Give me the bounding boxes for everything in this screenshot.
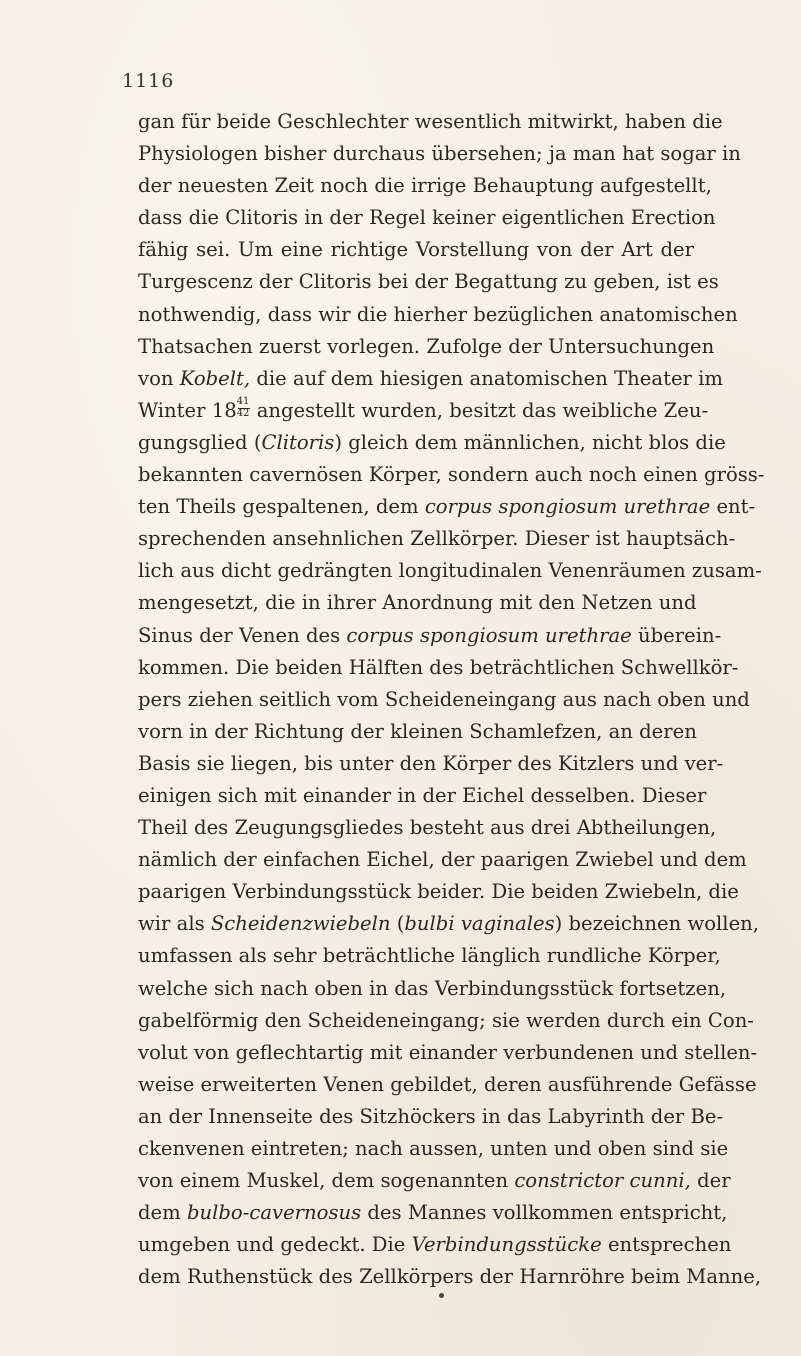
printer-mark xyxy=(439,1293,444,1298)
text-run: Turgescenz der Clitoris bei der Begattung zu geben, ist es xyxy=(138,270,719,294)
text-line xyxy=(138,1005,754,1037)
text-line xyxy=(138,1261,762,1293)
italic-term: constrictor cunni, xyxy=(514,1169,691,1193)
text-run: an der Innenseite des Sitzhöckers in das Labyrinth der Be- xyxy=(138,1104,724,1128)
text-line xyxy=(138,138,741,170)
text-run: kommen. Die beiden Hälften des beträchtlichen Schwellkör- xyxy=(138,655,739,679)
text-run: Winter 18 xyxy=(138,398,237,422)
text-run: paarigen Verbindungsstück beider. Die beiden Zwiebeln, die xyxy=(138,880,739,904)
italic-term: Kobelt, xyxy=(179,366,251,390)
text-line xyxy=(138,1037,758,1069)
text-run: umgeben und gedeckt. Die xyxy=(138,1233,412,1257)
text-run: einigen sich mit einander in der Eichel desselben. Dieser xyxy=(138,783,707,807)
text-run: ten Theils gespaltenen, dem xyxy=(138,495,425,519)
text-run: Basis sie liegen, bis unter den Körper des Kitzlers und ver- xyxy=(138,751,724,775)
italic-term: Verbindungsstücke xyxy=(411,1233,602,1257)
text-run: weise erweiterten Venen gebildet, deren ausführende Gefässe xyxy=(138,1072,757,1096)
text-run: ent- xyxy=(710,495,756,519)
text-line xyxy=(138,1229,732,1261)
text-line xyxy=(138,234,694,266)
text-line xyxy=(138,748,724,780)
text-run: nämlich der einfachen Eichel, der paarigen Zwiebel und dem xyxy=(138,848,747,872)
text-line xyxy=(138,523,736,555)
text-line xyxy=(138,844,747,876)
italic-term: corpus spongiosum urethrae xyxy=(424,495,711,519)
text-line xyxy=(138,363,723,395)
text-line xyxy=(138,587,697,619)
text-run: wir als xyxy=(138,912,211,936)
text-line xyxy=(138,684,750,716)
italic-term: corpus spongiosum urethrae xyxy=(346,623,632,647)
fraction-denominator: 42 xyxy=(236,407,250,419)
text-line xyxy=(138,1197,728,1229)
text-line xyxy=(138,1069,757,1101)
text-run: dem Ruthenstück des Zellkörpers der Harnröhre beim Manne, xyxy=(138,1265,762,1289)
text-line xyxy=(138,331,715,363)
text-run: ) gleich dem männlichen, nicht blos die xyxy=(334,430,726,454)
text-run: mengesetzt, die in ihrer Anordnung mit den Netzen und xyxy=(138,591,697,615)
text-run: bekannten cavernösen Körper, sondern auch noch einen gröss- xyxy=(138,463,765,487)
text-line xyxy=(138,780,707,812)
year-fraction xyxy=(236,395,251,419)
text-run: vorn in der Richtung der kleinen Schamlefzen, an deren xyxy=(138,719,697,743)
text-run: lich aus dicht gedrängten longitudinalen Venenräumen zusam- xyxy=(138,559,762,583)
italic-term: Clitoris xyxy=(261,430,335,454)
text-run: umfassen als sehr beträchtliche länglich rundliche Körper, xyxy=(138,944,721,968)
italic-term: Scheidenzwiebeln xyxy=(210,912,391,936)
text-line xyxy=(138,973,727,1005)
text-line xyxy=(138,299,738,331)
text-run: von einem Muskel, dem sogenannten xyxy=(138,1169,515,1193)
text-run: der neuesten Zeit noch die irrige Behauptung aufgestellt, xyxy=(138,174,712,198)
body-text xyxy=(138,106,765,1293)
text-line xyxy=(138,395,709,427)
text-run: Theil des Zeugungsgliedes besteht aus drei Abtheilungen, xyxy=(138,816,717,840)
text-line xyxy=(138,1165,731,1197)
italic-term: bulbo-cavernosus xyxy=(186,1201,362,1225)
text-run: gabelförmig den Scheideneingang; sie werden durch ein Con- xyxy=(138,1008,754,1032)
text-run: ( xyxy=(390,912,405,936)
text-line xyxy=(138,940,721,972)
text-line xyxy=(138,555,762,587)
text-line xyxy=(138,1133,729,1165)
text-run: angestellt wurden, besitzt das weibliche Zeu- xyxy=(256,398,709,422)
text-run: der xyxy=(690,1169,731,1193)
text-run: pers ziehen seitlich vom Scheideneingang aus nach oben und xyxy=(138,687,750,711)
text-run: sprechenden ansehnlichen Zellkörper. Dieser ist hauptsäch- xyxy=(138,527,736,551)
fraction-numerator: 41 xyxy=(236,395,250,407)
text-run: ) bezeichnen wollen, xyxy=(554,912,760,936)
text-run: gan für beide Geschlechter wesentlich mitwirkt, haben die xyxy=(138,110,723,133)
text-run: von xyxy=(138,366,180,390)
text-run: Thatsachen zuerst vorlegen. Zufolge der Untersuchungen xyxy=(138,334,715,358)
text-line xyxy=(138,202,716,234)
text-run: Physiologen bisher durchaus übersehen; ja man hat sogar in xyxy=(138,142,741,166)
text-line xyxy=(138,170,712,202)
text-line xyxy=(138,427,726,459)
text-line xyxy=(138,908,760,940)
text-line xyxy=(138,812,717,844)
italic-term: bulbi vaginales xyxy=(404,912,555,936)
text-line xyxy=(138,716,697,748)
text-line xyxy=(138,876,739,908)
text-run: Sinus der Venen des xyxy=(138,623,347,647)
text-run: dem xyxy=(138,1201,187,1225)
text-line xyxy=(138,620,722,652)
text-run: fähig sei. Um eine richtige Vorstellung von der Art der xyxy=(138,238,694,262)
text-run: gungsglied ( xyxy=(138,430,262,454)
text-run: welche sich nach oben in das Verbindungsstück fortsetzen, xyxy=(138,976,727,1000)
text-run: entsprechen xyxy=(601,1233,732,1257)
text-run: dass die Clitoris in der Regel keiner eigentlichen Erection xyxy=(138,206,716,230)
text-run: nothwendig, dass wir die hierher bezüglichen anatomischen xyxy=(138,302,738,326)
text-run: ckenvenen eintreten; nach aussen, unten und oben sind sie xyxy=(138,1137,729,1160)
text-line xyxy=(138,266,719,298)
page-number: 1116 xyxy=(122,70,175,92)
text-run: volut von geflechtartig mit einander verbundenen und stellen- xyxy=(138,1040,758,1064)
text-line xyxy=(138,1101,724,1133)
text-run: des Mannes vollkommen entspricht, xyxy=(361,1201,728,1225)
text-run: die auf dem hiesigen anatomischen Theater im xyxy=(250,366,723,390)
text-run: überein- xyxy=(631,623,722,647)
text-line xyxy=(138,106,723,138)
text-line xyxy=(138,652,739,684)
text-line xyxy=(138,459,765,491)
text-line xyxy=(138,491,756,523)
